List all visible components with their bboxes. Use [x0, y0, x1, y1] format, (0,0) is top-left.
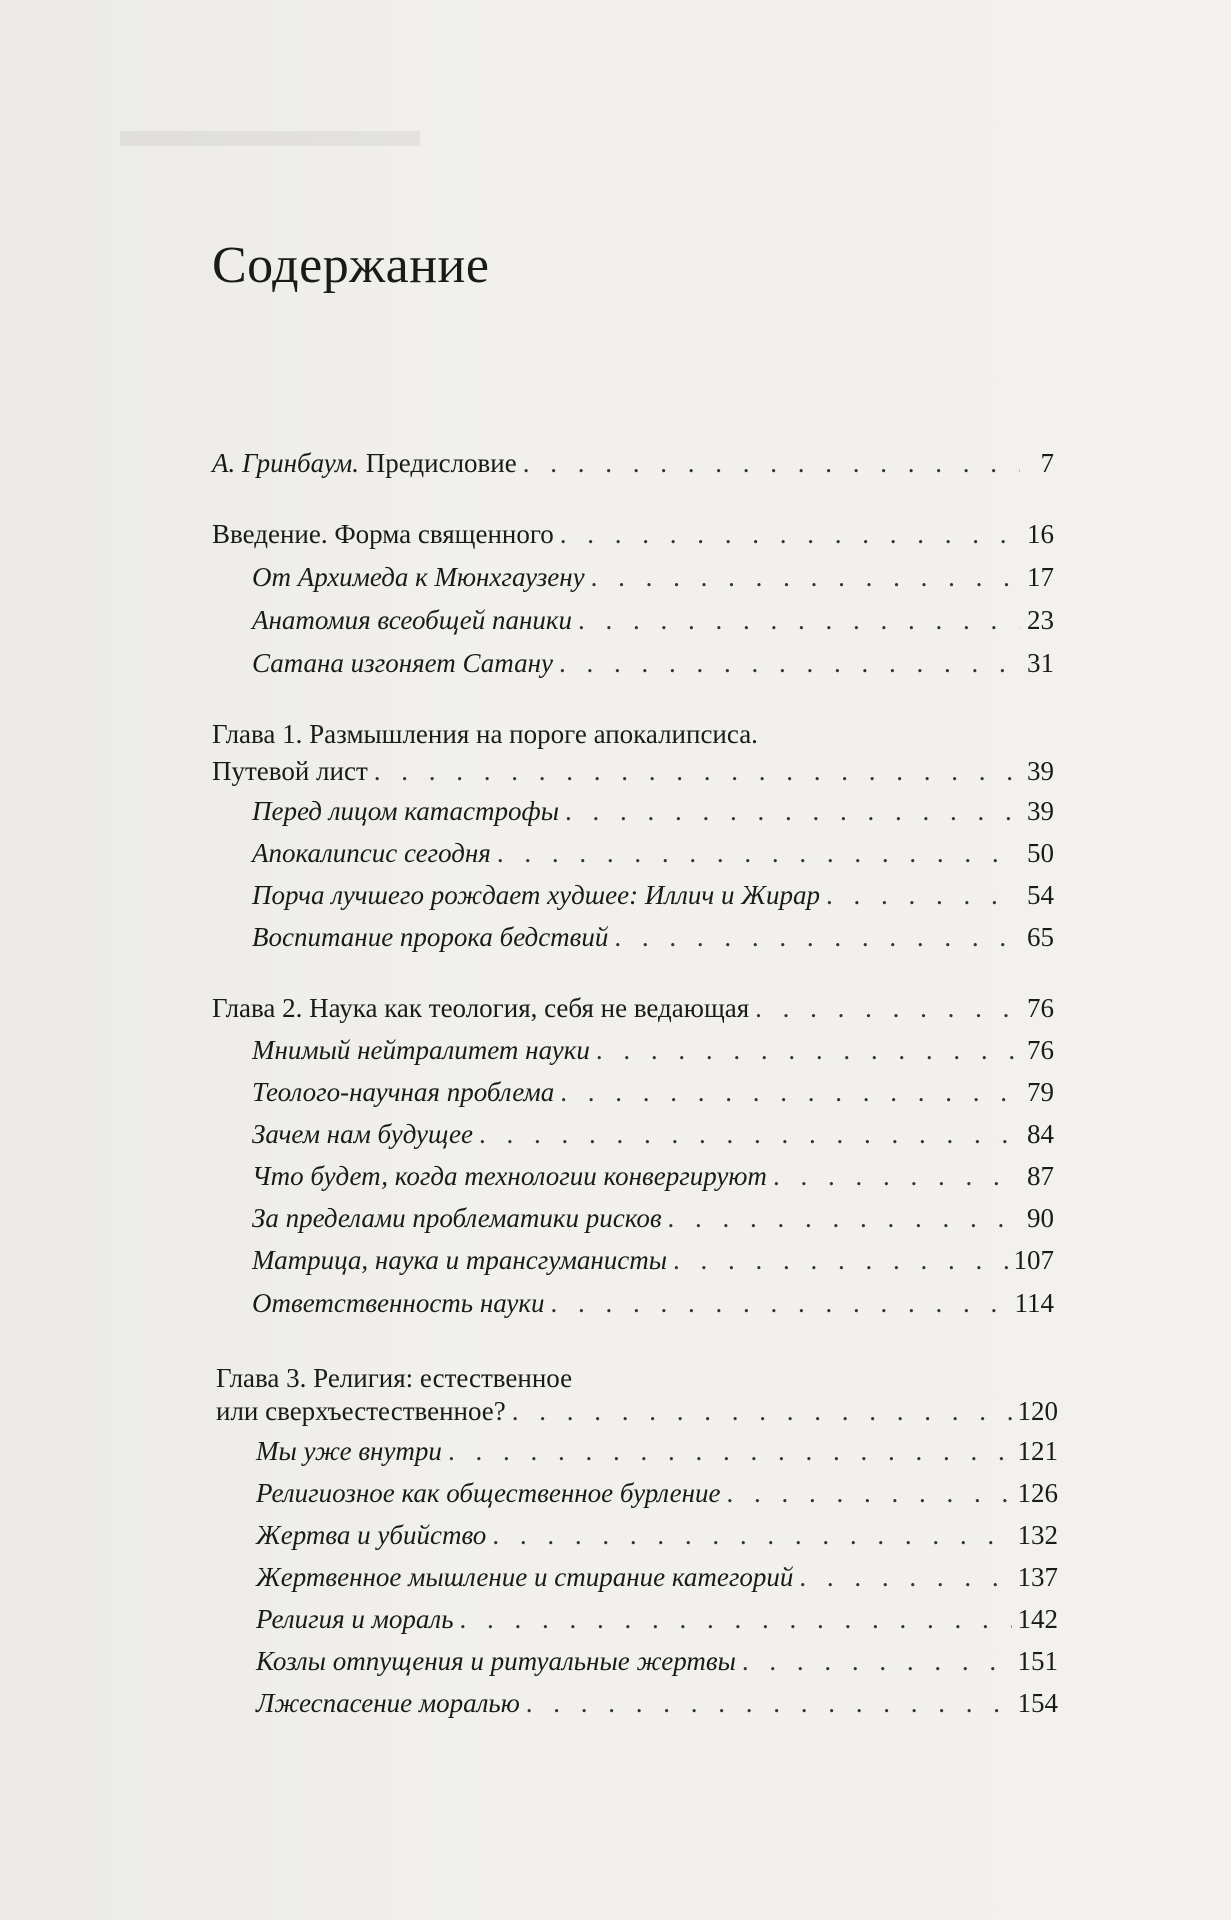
page-number: 84 [1027, 1119, 1054, 1149]
show-through: ▬▬▬▬▬▬ [120, 101, 420, 157]
page-number: 31 [1027, 648, 1054, 678]
entry-title: Сатана изгоняет Сатану [252, 648, 553, 678]
entry-title: Мнимый нейтралитет науки [252, 1035, 590, 1065]
toc-entry-preface [212, 447, 1054, 479]
page-number: 76 [1027, 993, 1054, 1023]
page-number: 39 [1027, 796, 1054, 826]
dot-leader [826, 879, 1020, 911]
toc-subentry [216, 1603, 1058, 1635]
toc-subentry [212, 1202, 1054, 1234]
dot-leader [673, 1244, 1007, 1276]
toc-subentry [212, 1287, 1054, 1319]
toc-entry-chapter-1 [212, 755, 1054, 787]
page-number: 142 [1017, 1604, 1058, 1634]
toc-subentry [212, 647, 1054, 679]
page-number: 17 [1027, 562, 1054, 592]
page-number: 54 [1027, 880, 1054, 910]
page-number: 65 [1027, 922, 1054, 952]
dot-leader [727, 1477, 1012, 1509]
dot-leader [497, 837, 1020, 869]
dot-leader [560, 518, 1020, 550]
dot-leader [591, 561, 1020, 593]
toc-subentry [216, 1477, 1058, 1509]
page-number: 39 [1027, 756, 1054, 786]
toc-subentry [212, 1118, 1054, 1150]
chapter-heading-line: Глава 1. Размышления на пороге апокалипсиса. [212, 719, 758, 749]
entry-title: Апокалипсис сегодня [252, 838, 491, 868]
entry-title: или сверхъестественное? [216, 1396, 506, 1426]
entry-title: Ответственность науки [252, 1288, 545, 1318]
toc-entry-chapter-3 [216, 1395, 1058, 1427]
entry-title: Воспитание пророка бедствий [252, 922, 609, 952]
entry-title: Путевой лист [212, 756, 368, 786]
dot-leader [668, 1202, 1020, 1234]
toc-subentry [212, 879, 1054, 911]
toc-subentry [216, 1519, 1058, 1551]
dot-leader [773, 1160, 1020, 1192]
toc-entry-chapter-2 [212, 992, 1054, 1024]
entry-title: Религия и мораль [256, 1604, 454, 1634]
page-number: 151 [1017, 1646, 1058, 1676]
entry-title: Глава 2. Наука как теология, себя не ведающая [212, 993, 750, 1023]
toc-subentry [212, 921, 1054, 953]
page-number: 50 [1027, 838, 1054, 868]
entry-title: Матрица, наука и трансгуманисты [252, 1245, 668, 1275]
page-number: 137 [1017, 1562, 1058, 1592]
entry-title: Теолого-научная проблема [252, 1077, 555, 1107]
page-number: 132 [1017, 1520, 1058, 1550]
dot-leader [551, 1287, 1009, 1319]
entry-title: Жертва и убийство [256, 1520, 487, 1550]
page-number: 87 [1027, 1161, 1054, 1191]
entry-title: Введение. Форма священного [212, 519, 554, 549]
dot-leader [559, 647, 1020, 679]
toc-subentry [216, 1687, 1058, 1719]
dot-leader [526, 1687, 1012, 1719]
entry-title: Козлы отпущения и ритуальные жертвы [256, 1646, 736, 1676]
dot-leader [374, 755, 1020, 787]
toc-subentry [216, 1561, 1058, 1593]
toc-entry-intro [212, 518, 1054, 550]
page-number: 107 [1013, 1245, 1054, 1275]
entry-title: Предисловие [365, 448, 517, 478]
entry-title: Что будет, когда технологии конвергируют [252, 1161, 767, 1191]
entry-title: Мы уже внутри [256, 1436, 442, 1466]
toc-subentry [216, 1435, 1058, 1467]
dot-leader [479, 1118, 1020, 1150]
dot-leader [614, 921, 1020, 953]
dot-leader [512, 1395, 1012, 1427]
page-number: 76 [1027, 1035, 1054, 1065]
dot-leader [448, 1435, 1012, 1467]
entry-title: Порча лучшего рождает худшее: Иллич и Жирар [252, 880, 820, 910]
dot-leader [578, 604, 1020, 636]
entry-title: Зачем нам будущее [252, 1119, 473, 1149]
dot-leader [459, 1603, 1011, 1635]
toc-subentry [212, 604, 1054, 636]
page-number: 126 [1017, 1478, 1058, 1508]
preface-author: А. Гринбаум. [212, 448, 360, 478]
toc-subentry [212, 561, 1054, 593]
dot-leader [755, 992, 1020, 1024]
page-number: 120 [1017, 1396, 1058, 1426]
toc-subentry [212, 837, 1054, 869]
page-number: 79 [1027, 1077, 1054, 1107]
dot-leader [492, 1519, 1011, 1551]
toc-subentry [212, 1076, 1054, 1108]
dot-leader [560, 1076, 1020, 1108]
page-number: 154 [1017, 1688, 1058, 1718]
entry-title: От Архимеда к Мюнхгаузену [252, 562, 585, 592]
dot-leader [565, 795, 1020, 827]
toc-subentry [212, 1244, 1054, 1276]
toc-subentry [216, 1645, 1058, 1677]
page-number: 90 [1027, 1203, 1054, 1233]
dot-leader [596, 1034, 1020, 1066]
page-number: 114 [1014, 1288, 1054, 1318]
entry-title: Лжеспасение моралью [256, 1688, 520, 1718]
entry-title: Анатомия всеобщей паники [252, 605, 573, 635]
entry-title: Религиозное как общественное бурление [256, 1478, 721, 1508]
page-number: 16 [1027, 519, 1054, 549]
dot-leader [742, 1645, 1012, 1677]
entry-title: За пределами проблематики рисков [252, 1203, 662, 1233]
toc-subentry [212, 1160, 1054, 1192]
dot-leader [523, 447, 1020, 479]
page-number: 23 [1027, 605, 1054, 635]
toc-subentry [212, 1034, 1054, 1066]
page-number: 7 [1040, 448, 1054, 478]
page-title: Содержание [212, 237, 490, 294]
toc-subentry [212, 795, 1054, 827]
dot-leader [799, 1561, 1011, 1593]
entry-title: Перед лицом катастрофы [252, 796, 559, 826]
chapter-heading-line: Глава 3. Религия: естественное [216, 1363, 573, 1393]
page-number: 121 [1017, 1436, 1058, 1466]
entry-title: Жертвенное мышление и стирание категорий [256, 1562, 794, 1592]
